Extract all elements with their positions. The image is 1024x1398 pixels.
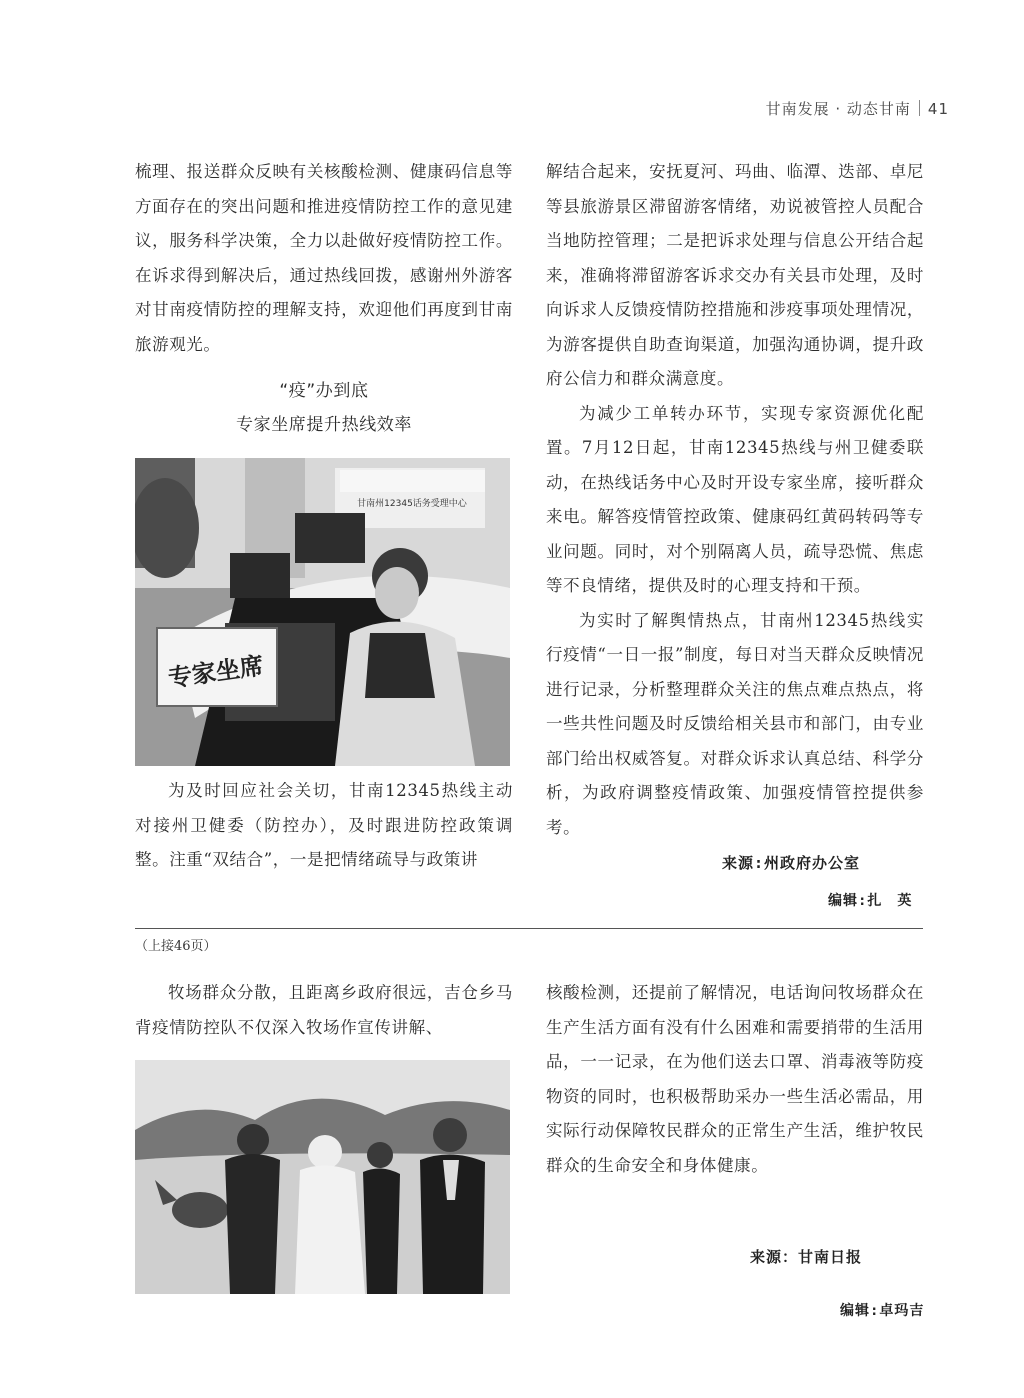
continued-from-label: （上接46页） (135, 939, 217, 954)
page-number: 41 (927, 100, 949, 118)
article1-paragraph: 解结合起来，安抚夏河、玛曲、临潭、迭部、卓尼等县旅游景区滞留游客情绪，劝说被管控人员配合当地防控管理；二是把诉求处理与信息公开结合起来，准确将滞留游客诉求交办有关县市处理，及时向诉求人反馈疫情防控措施和涉疫事项处理情况，为游客提供自助查询渠道，加强沟通协调，提升政府公信力和群众满意度。 (546, 162, 924, 388)
article1-column-left (135, 155, 513, 442)
subheading-line1: “疫”办到底 (279, 381, 369, 401)
section-title: 甘南发展 · 动态甘南 (765, 100, 911, 118)
page-header (766, 98, 949, 119)
article2-column-right (546, 976, 924, 1183)
article1-paragraph: 为实时了解舆情热点，甘南州12345热线实行疫情“一日一报”制度，每日对当天群众反映情况进行记录，分析整理群众关注的焦点难点热点，将一些共性问题及时反馈给相关县市和部门，由专业部门给出权威答复。对群众诉求认真总结、科学分析，为政府调整疫情政策、加强疫情管控提供参考。 (546, 610, 924, 837)
call-center-photo (135, 458, 510, 766)
center-banner: 甘南州12345话务受理中心 (357, 499, 467, 509)
article1-paragraph: 为减少工单转办环节，实现专家资源优化配置。7月12日起，甘南12345热线与州卫健委联动，在热线话务中心及时开设专家坐席，接听群众来电。解答疫情管控政策、健康码红黄码转码等专业问题。同时，对个别隔离人员，疏导恐慌、焦虑等不良情绪，提供及时的心理支持和干预。 (546, 403, 924, 595)
article2-editor: 编辑:卓玛吉 (840, 1303, 925, 1319)
article1-source: 来源:州政府办公室 (722, 854, 861, 872)
article1-paragraph: 为及时回应社会关切，甘南12345热线主动对接州卫健委（防控办），及时跟进防控政策调整。注重“双结合”，一是把情绪疏导与政策讲 (135, 781, 513, 869)
article1-column-left-bottom (135, 774, 513, 878)
header-divider (919, 100, 920, 116)
article2-column-left (135, 976, 513, 1045)
expert-seat-sign: 专家坐席 (166, 651, 266, 693)
article1-column-right (546, 155, 924, 845)
article2-source: 来源：甘南日报 (750, 1248, 863, 1266)
section-divider (135, 928, 923, 929)
grassland-photo (135, 1060, 510, 1294)
article2-paragraph: 核酸检测，还提前了解情况，电话询问牧场群众在生产生活方面有没有什么困难和需要捎带的生活用品，一一记录，在为他们送去口罩、消毒液等防疫物资的同时，也积极帮助采办一些生活必需品，用实际行动保障牧民群众的正常生产生活，维护牧民群众的生命安全和身体健康。 (546, 983, 924, 1175)
article2-paragraph: 牧场群众分散，且距离乡政府很远，吉仓乡马背疫情防控队不仅深入牧场作宣传讲解、 (135, 983, 513, 1037)
article1-editor: 编辑:扎 英 (828, 893, 913, 909)
subheading-line2: 专家坐席提升热线效率 (236, 415, 412, 435)
article1-paragraph: 梳理、报送群众反映有关核酸检测、健康码信息等方面存在的突出问题和推进疫情防控工作的意见建议，服务科学决策，全力以赴做好疫情防控工作。在诉求得到解决后，通过热线回拨，感谢州外游客对甘南疫情防控的理解支持，欢迎他们再度到甘南旅游观光。 (135, 162, 513, 354)
